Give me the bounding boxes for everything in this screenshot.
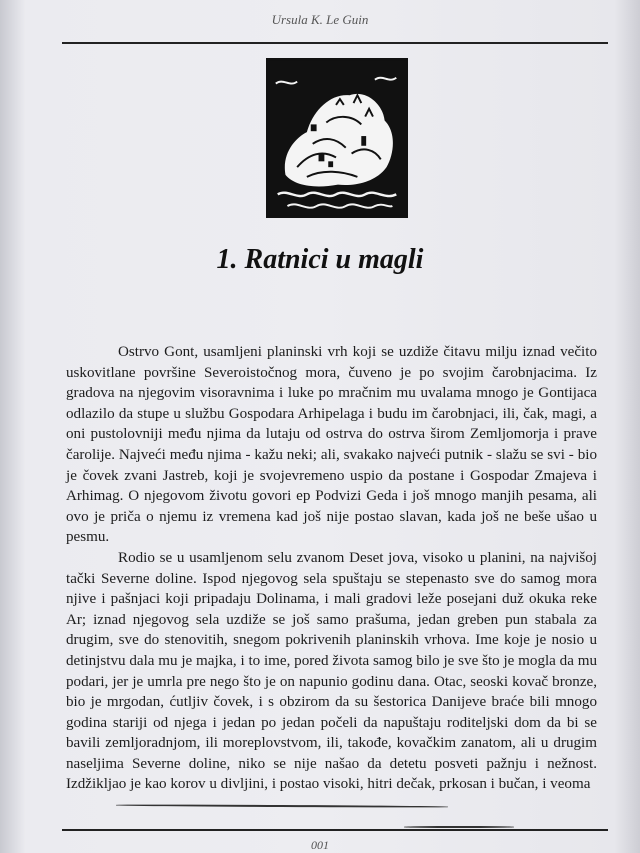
paragraph-1: Ostrvo Gont, usamljeni planinski vrh koji se uzdiže čitavu milju iznad večito uskovitlane površine Severoistočnog mora, čuveno je po svojim čarobnjacima. Iz gradova na njegovim visoravnima i luke po mračnim mu uvalama mnogo je Gontijaca odlazilo da stupe u službu Gospodara Arhipelaga i budu im čarobnjaci, ili, čak, magi, a oni pustolovniji među njima da lutaju od ostrva do ostrva širom Zemljomorja i prave čarolije. Najveći među njima - kažu neki; ali, svakako najveći putnik - slažu se svi - bio je čovek zvani Jastreb, koji je svojevremeno uspio da postane i Gospodar Zmajeva i Arhimag. O njegovom životu govori ep Podvizi Geda i još mnogo manjih pesama, ali ovo je priča o njemu iz vremena kad još nije postao slavan, kada još ne beše ušao u pesmu. xyxy=(66,344,597,546)
chapter-body xyxy=(66,342,597,795)
pen-underline xyxy=(404,826,514,828)
chapter-title: 1. Ratnici u magli xyxy=(216,244,424,275)
chapter-illustration xyxy=(266,58,408,218)
running-header: Ursula K. Le Guin xyxy=(271,12,369,27)
pen-underline xyxy=(116,804,448,807)
page-number: 001 xyxy=(311,838,329,852)
header-rule xyxy=(62,42,608,44)
footer-rule xyxy=(62,829,608,831)
paragraph-2: Rodio se u usamljenom selu zvanom Deset jova, visoko u planini, na najvišoj tački Severne doline. Ispod njegovog sela spuštaju se stepenasto sve do samog mora njive i pašnjaci koji pripadaju Dolinama, i mali gradovi leže posejani duž okuka reke Ar; iznad njegovog sela uzdiže se još samo prašuma, jedan greben pun stabala za drugim, sve do stenovitih, snegom pokrivenih planinskih vrhova. Ime koje je nosio u detinjstvu dala mu je majka, i to ime, pored života samog bilo je sve što je mogla da mu podari, jer je umrla pre nego što je on napunio godinu dana. Otac, seoski kovač bronze, bio je mrgodan, ćutljiv čovek, i s obzirom da su šestorica Danijeve braće bili mnogo godina stariji od njega i jedan po jedan počeli da napuštaju roditeljski dom da bi se bavili zemljoradnjom, ili moreplovstvom, ili, takođe, kovačkim zanatom, ali u drugim naseljima Severne doline, niko se nije našao da detetu posveti pažnju i nežnost. Izdžikljao je kao korov u divljini, i postao visoki, hitri dečak, prkosan i bučan, i veoma xyxy=(66,549,597,793)
island-woodcut-icon xyxy=(268,60,406,216)
